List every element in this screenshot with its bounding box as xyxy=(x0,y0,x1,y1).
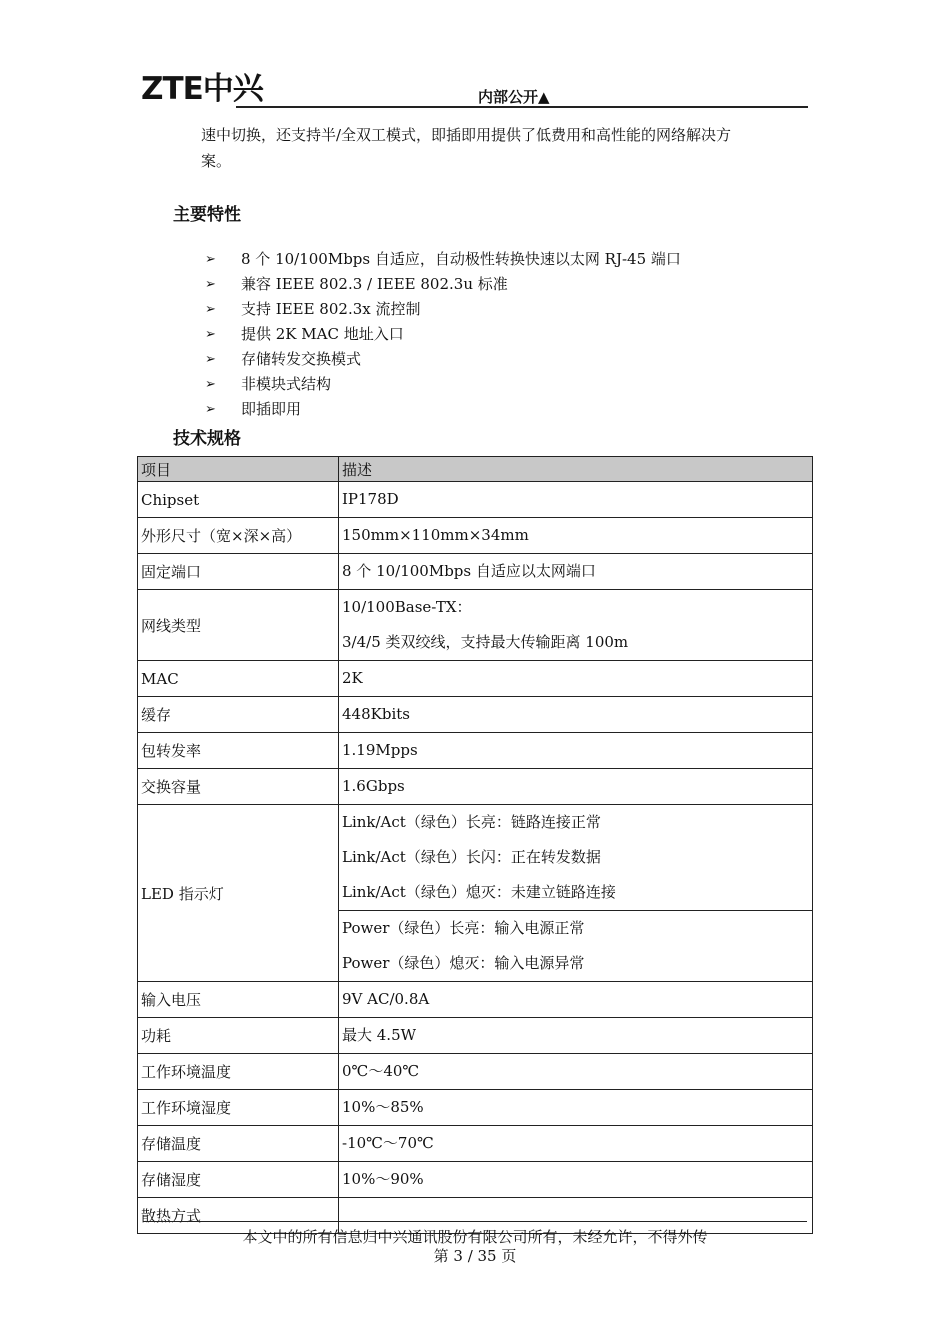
spec-desc-line: 10%～85% xyxy=(342,1098,424,1116)
spec-desc-cell xyxy=(339,1054,813,1090)
company-logo xyxy=(141,68,263,107)
table-row xyxy=(138,805,813,911)
spec-desc-cell xyxy=(339,697,813,733)
footer-notice: 本文中的所有信息归中兴通讯股份有限公司所有，未经允许，不得外传 xyxy=(242,1228,708,1246)
spec-desc-cell xyxy=(339,661,813,697)
feature-item xyxy=(205,297,681,322)
feature-text: 兼容 IEEE 802.3 / IEEE 802.3u 标准 xyxy=(241,275,508,293)
arrow-bullet-icon: ➢ xyxy=(205,302,216,317)
spec-item-cell: 交换容量 xyxy=(138,769,339,805)
table-row xyxy=(138,518,813,554)
document-classification: 内部公开▲ xyxy=(478,88,550,106)
table-row xyxy=(138,697,813,733)
spec-item-cell: 缓存 xyxy=(138,697,339,733)
feature-text: 非模块式结构 xyxy=(241,375,332,393)
spec-item-cell: Chipset xyxy=(138,482,339,518)
spec-desc-cell xyxy=(339,982,813,1018)
feature-text: 8 个 10/100Mbps 自适应，自动极性转换快速以太网 RJ-45 端口 xyxy=(241,250,681,268)
spec-desc-cell xyxy=(339,482,813,518)
feature-text: 支持 IEEE 802.3x 流控制 xyxy=(241,300,421,318)
spec-desc-line: Link/Act（绿色）长闪：正在转发数据 xyxy=(342,848,601,866)
spec-item-cell: 存储湿度 xyxy=(138,1162,339,1198)
spec-desc-line: 9V AC/0.8A xyxy=(342,990,430,1008)
header-divider xyxy=(236,106,808,108)
table-row xyxy=(138,1162,813,1198)
intro-paragraph: 速中切换，还支持半/全双工模式，即插即用提供了低费用和高性能的网络解决方案。 xyxy=(201,126,732,170)
spec-item-cell: 固定端口 xyxy=(138,554,339,590)
spec-desc-line: 10%～90% xyxy=(342,1170,424,1188)
spec-heading: 技术规格 xyxy=(173,429,241,449)
column-header-desc: 描述 xyxy=(339,457,813,482)
spec-desc-line: 448Kbits xyxy=(342,705,410,723)
feature-item xyxy=(205,272,681,297)
table-row xyxy=(138,554,813,590)
spec-desc-cell xyxy=(339,1126,813,1162)
feature-item xyxy=(205,397,681,422)
spec-desc-cell xyxy=(339,733,813,769)
feature-text: 提供 2K MAC 地址入口 xyxy=(241,325,404,343)
arrow-bullet-icon: ➢ xyxy=(205,352,216,367)
table-row xyxy=(138,1018,813,1054)
spec-item-cell: LED 指示灯 xyxy=(138,805,339,982)
feature-item xyxy=(205,372,681,397)
spec-desc-cell xyxy=(339,518,813,554)
arrow-bullet-icon: ➢ xyxy=(205,252,216,267)
spec-desc-line: 2K xyxy=(342,669,363,687)
spec-desc-cell xyxy=(339,769,813,805)
spec-table xyxy=(137,456,813,1234)
table-row xyxy=(138,482,813,518)
feature-item xyxy=(205,322,681,347)
spec-item-cell: 存储温度 xyxy=(138,1126,339,1162)
spec-desc-line: Link/Act（绿色）长亮：链路连接正常 xyxy=(342,813,601,831)
feature-item xyxy=(205,247,681,272)
feature-text: 即插即用 xyxy=(241,400,302,418)
features-list xyxy=(205,247,681,422)
spec-item-cell: 工作环境温度 xyxy=(138,1054,339,1090)
spec-desc-line: IP178D xyxy=(342,490,399,508)
table-row xyxy=(138,661,813,697)
table-row xyxy=(138,590,813,661)
spec-desc-line: 1.19Mpps xyxy=(342,741,418,759)
feature-text: 存储转发交换模式 xyxy=(241,350,362,368)
column-header-item: 项目 xyxy=(138,457,339,482)
spec-item-cell: 散热方式 xyxy=(138,1198,339,1234)
spec-item-cell: 输入电压 xyxy=(138,982,339,1018)
spec-item-cell: 包转发率 xyxy=(138,733,339,769)
spec-desc-cell xyxy=(339,1018,813,1054)
spec-desc-line: 3/4/5 类双绞线，支持最大传输距离 100m xyxy=(342,633,629,651)
spec-desc-line: Power（绿色）长亮：输入电源正常 xyxy=(342,919,585,937)
feature-item xyxy=(205,347,681,372)
spec-desc-line: Power（绿色）熄灭：输入电源异常 xyxy=(342,954,585,972)
table-header-row xyxy=(138,457,813,482)
spec-desc-cell xyxy=(339,554,813,590)
spec-item-cell: 工作环境湿度 xyxy=(138,1090,339,1126)
table-row xyxy=(138,982,813,1018)
arrow-bullet-icon: ➢ xyxy=(205,327,216,342)
table-row xyxy=(138,733,813,769)
arrow-bullet-icon: ➢ xyxy=(205,402,216,417)
table-row xyxy=(138,1090,813,1126)
spec-item-cell: 网线类型 xyxy=(138,590,339,661)
spec-item-cell: 功耗 xyxy=(138,1018,339,1054)
spec-desc-line: 0℃～40℃ xyxy=(342,1062,420,1080)
features-heading: 主要特性 xyxy=(173,205,241,225)
arrow-bullet-icon: ➢ xyxy=(205,277,216,292)
spec-item-cell: 外形尺寸（宽×深×高） xyxy=(138,518,339,554)
spec-desc-cell xyxy=(339,1162,813,1198)
spec-desc-line: 10/100Base-TX： xyxy=(342,598,472,616)
table-row xyxy=(138,769,813,805)
table-row xyxy=(138,1054,813,1090)
spec-desc-line: 150mm×110mm×34mm xyxy=(342,526,529,544)
spec-desc-line: Link/Act（绿色）熄灭：未建立链路连接 xyxy=(342,883,616,901)
spec-desc-line: 最大 4.5W xyxy=(342,1026,417,1044)
spec-desc-cell xyxy=(339,911,813,982)
table-row xyxy=(138,1126,813,1162)
arrow-bullet-icon: ➢ xyxy=(205,377,216,392)
spec-desc-cell xyxy=(339,590,813,661)
spec-desc-cell xyxy=(339,1090,813,1126)
spec-desc-line: 1.6Gbps xyxy=(342,777,405,795)
spec-desc-line: -10℃～70℃ xyxy=(342,1134,434,1152)
footer-divider xyxy=(143,1221,807,1222)
page-number: 第 3 / 35 页 xyxy=(433,1247,517,1265)
spec-desc-line: 8 个 10/100Mbps 自适应以太网端口 xyxy=(342,562,596,580)
logo-text: ZTE中兴 xyxy=(141,70,263,107)
spec-desc-cell xyxy=(339,805,813,911)
spec-item-cell: MAC xyxy=(138,661,339,697)
